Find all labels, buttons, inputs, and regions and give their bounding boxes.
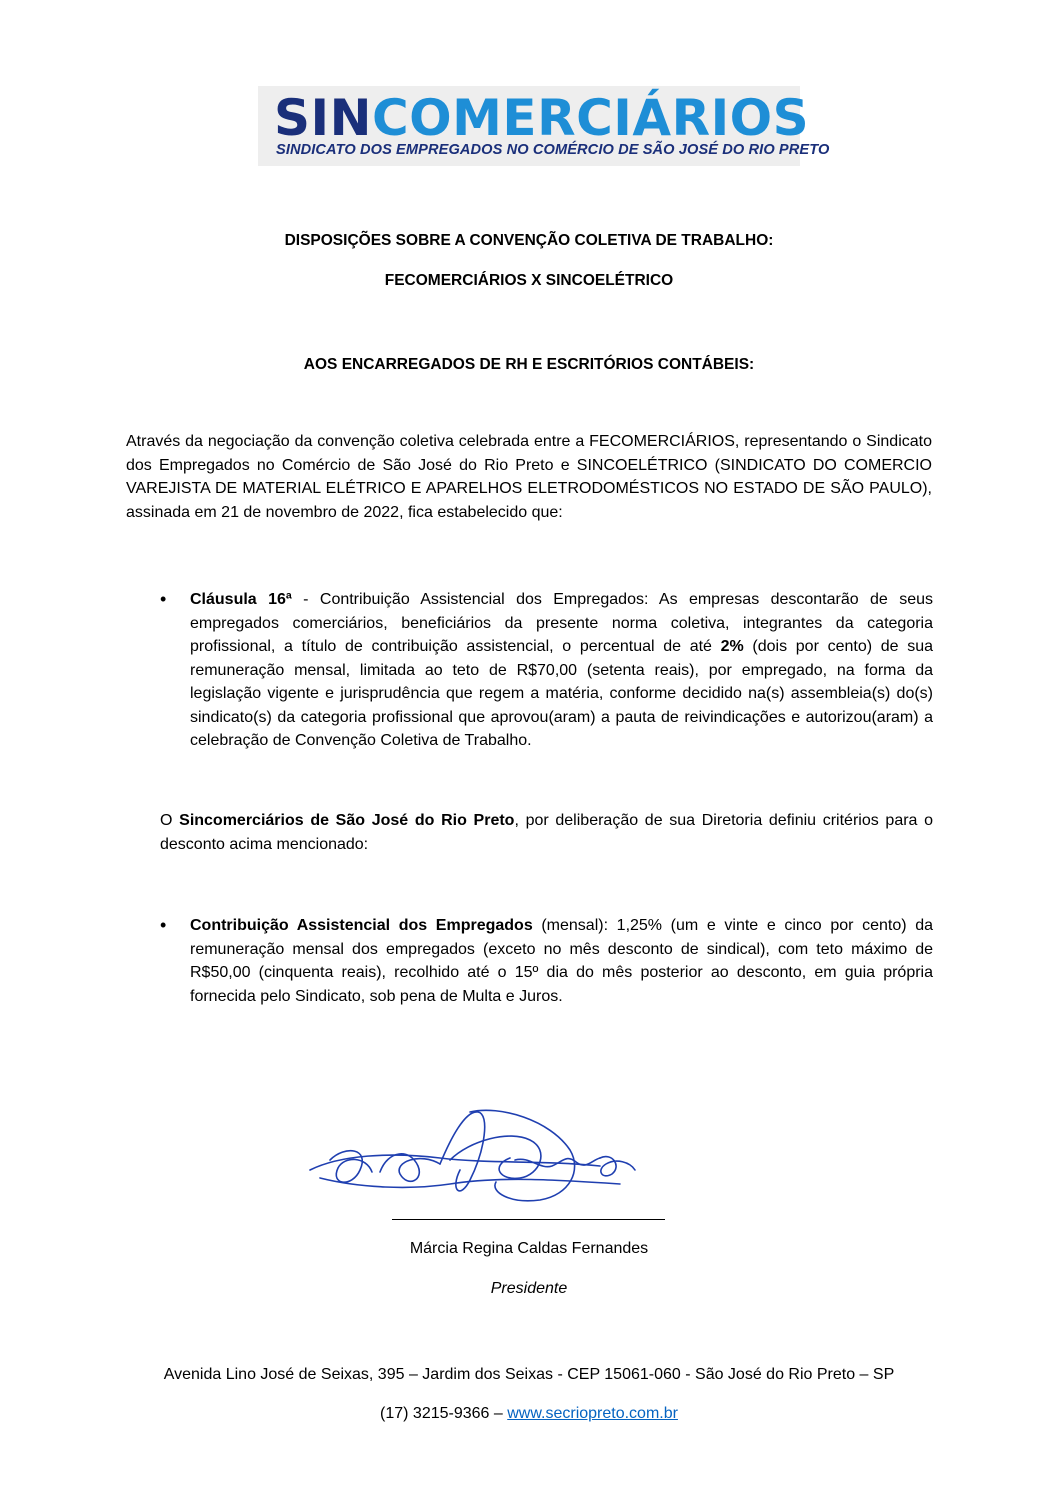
footer-contact [0,1405,1058,1423]
contribuicao-label: Contribuição Assistencial dos Empregados [190,917,533,934]
clausula-16-label: Cláusula 16ª [190,591,292,608]
footer-phone: (17) 3215-9366 – [380,1405,508,1422]
heading-fecomerciarios: FECOMERCIÁRIOS X SINCOELÉTRICO [384,272,674,289]
sincomerciarios-logo [258,86,830,166]
handwritten-signature [300,1100,660,1210]
bullet-icon: • [160,589,167,609]
clausula-16-text-after: (dois por cento) de sua remuneração mensal, limitada ao teto de R$70,00 (setenta reais), por empregado, na forma da legislação vigente e jurisprudência que regem a matéria, conforme decidido na(s) assembleia(s) do(s) sindicato(s) da categoria profissional que aprovou(aram) a pauta de reivindicações e autorizou(aram) a celebração de Convenção Coletiva de Trabalho. [190,638,934,749]
heading-encarregados: AOS ENCARREGADOS DE RH E ESCRITÓRIOS CONTÁBEIS: [303,356,755,373]
heading-disposicoes: DISPOSIÇÕES SOBRE A CONVENÇÃO COLETIVA DE TRABALHO: [284,232,774,249]
clausula-16-percentage: 2% [720,638,744,655]
contribuicao-text: (mensal): 1,25% (um e vinte e cinco por cento) da remuneração mensal dos empregados (exceto no mês desconto de sindical), com teto máximo de R$50,00 (cinquenta reais), recolhido até o 15º dia do mês posterior ao desconto, em guia própria fornecida pelo Sindicato, sob pena de Multa e Juros. [190,917,933,1005]
logo-wordmark-sin: SIN [274,89,372,147]
logo-wordmark-comerciarios: COMERCIÁRIOS [371,89,810,147]
signatory-name: Márcia Regina Caldas Fernandes [409,1240,649,1257]
sinco-suffix: , por deliberação de sua Diretoria definiu critérios para o desconto acima mencionado: [160,812,934,853]
contribuicao-paragraph [190,914,933,1008]
footer-website-link[interactable]: www.secriopreto.com.br [507,1405,678,1422]
footer-address: Avenida Lino José de Seixas, 395 – Jardim dos Seixas - CEP 15061-060 - São José do Rio Preto – SP [163,1366,895,1383]
clausula-16-text-before: - Contribuição Assistencial dos Empregados: As empresas descontarão de seus empregados comerciários, beneficiários da presente norma coletiva, integrantes da categoria profissional, a título de contribuição assistencial, o percentual de até [190,591,934,655]
logo-wordmark [274,90,809,146]
bullet-icon: • [160,915,167,935]
clausula-16-paragraph [190,588,933,753]
sinco-bold-name: Sincomerciários de São José do Rio Preto [179,812,515,829]
signatory-role: Presidente [490,1280,568,1297]
logo-subtitle: SINDICATO DOS EMPREGADOS NO COMÉRCIO DE SÃO JOSÉ DO RIO PRETO [276,142,830,158]
intro-paragraph: Através da negociação da convenção coletiva celebrada entre a FECOMERCIÁRIOS, representando o Sindicato dos Empregados no Comércio de São José do Rio Preto e SINCOELÉTRICO (SINDICATO DO COMERCIO VAREJISTA DE MATERIAL ELÉTRICO E APARELHOS ELETRODOMÉSTICOS NO ESTADO DE SÃO PAULO), assinada em 21 de novembro de 2022, fica estabelecido que: [126,433,932,521]
sincomerciarios-paragraph [160,809,933,856]
sinco-prefix: O [160,812,180,829]
signature-line [392,1219,665,1220]
